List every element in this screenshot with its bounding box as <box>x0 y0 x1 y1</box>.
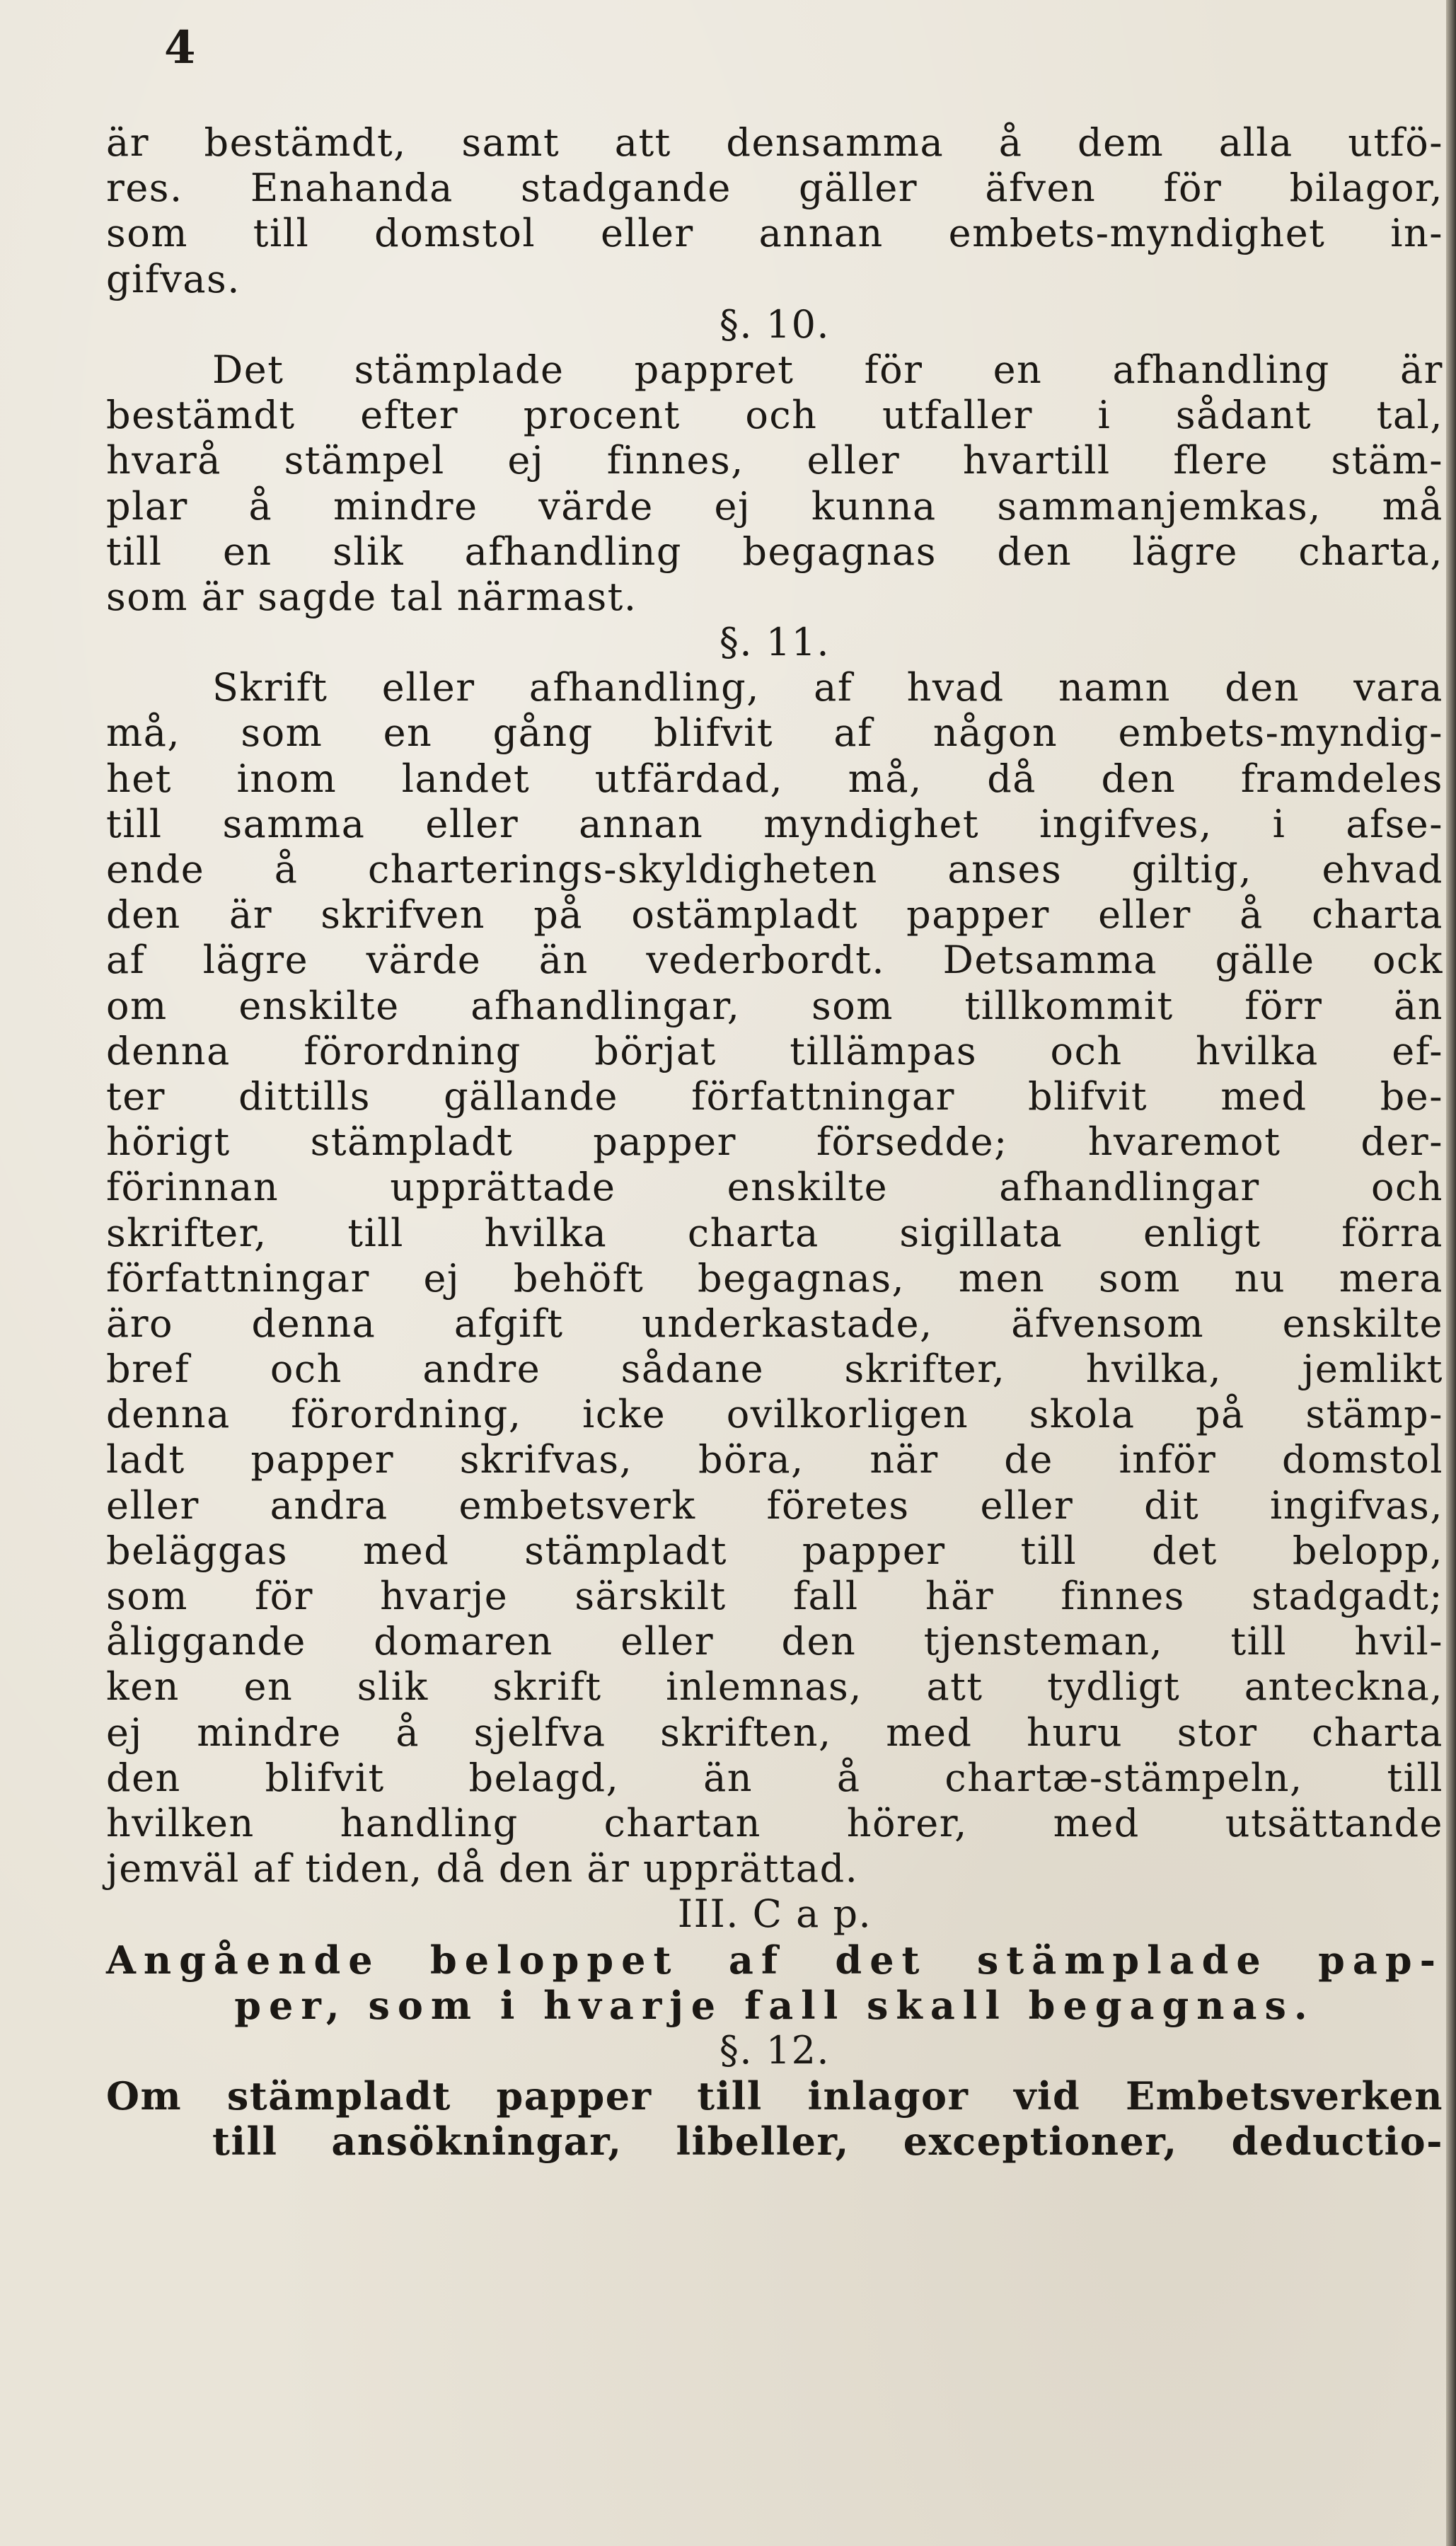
chapter-heading: III. C a p. <box>677 1891 872 1937</box>
page-number: 4 <box>164 21 196 74</box>
text-line: ter dittills gällande författningar blifvit med be- <box>106 1073 1443 1119</box>
text-line: som är sagde tal närmast. <box>106 574 637 619</box>
text-line: hvilken handling chartan hörer, med utsättande <box>106 1800 1443 1845</box>
text-line: eller andra embetsverk företes eller dit ingifvas, <box>106 1482 1443 1528</box>
text-line: denna förordning börjat tillämpas och hvilka ef- <box>106 1028 1443 1073</box>
section-heading-10: §. 10. <box>719 301 831 347</box>
text-line: Skrift eller afhandling, af hvad namn den vara <box>212 665 1443 710</box>
text-line: om enskilte afhandlingar, som tillkommit förr än <box>106 983 1443 1028</box>
section-12-title-line-1: Om stämpladt papper till inlagor vid Embetsverken <box>106 2073 1443 2119</box>
text-line: som för hvarje särskilt fall här finnes stadgadt; <box>106 1574 1443 1618</box>
chapter-title-line-2: per, som i hvarje fall skall begagnas. <box>234 1982 1315 2028</box>
text-line: författningar ej behöft begagnas, men som nu mera <box>106 1255 1443 1301</box>
text-line: Det stämplade pappret för en afhandling är <box>212 347 1443 392</box>
section-12-title-line-2: till ansökningar, libeller, exceptioner, deductio- <box>212 2119 1443 2165</box>
text-line: må, som en gång blifvit af någon embets-myndig- <box>106 710 1443 756</box>
text-line: hvarå stämpel ej finnes, eller hvartill flere stäm- <box>106 438 1443 483</box>
text-line: förinnan upprättade enskilte afhandlingar och <box>106 1165 1443 1210</box>
text-line: ken en slik skrift inlemnas, att tydligt anteckna, <box>106 1664 1443 1710</box>
text-line: till samma eller annan myndighet ingifves, i afse- <box>106 801 1443 846</box>
text-line: som till domstol eller annan embets-myndighet in- <box>106 211 1443 256</box>
text-line: af lägre värde än vederbordt. Detsamma gälle ock <box>106 938 1443 983</box>
text-line: den blifvit belagd, än å chartæ-stämpeln, till <box>106 1755 1443 1800</box>
chapter-title-line-1: Angående beloppet af det stämplade pap- <box>106 1937 1443 1983</box>
text-line: ende å charterings-skyldigheten anses giltig, ehvad <box>106 847 1443 892</box>
body-text <box>106 120 1443 2164</box>
text-line: till en slik afhandling begagnas den lägre charta, <box>106 529 1443 574</box>
text-line: åliggande domaren eller den tjensteman, till hvil- <box>106 1619 1443 1664</box>
text-line: den är skrifven på ostämpladt papper eller å charta <box>106 892 1443 938</box>
text-line: hörigt stämpladt papper försedde; hvaremot der- <box>106 1119 1443 1165</box>
text-line: skrifter, till hvilka charta sigillata enligt förra <box>106 1210 1443 1255</box>
text-line: beläggas med stämpladt papper till det belopp, <box>106 1528 1443 1573</box>
text-line: bestämdt efter procent och utfaller i sådant tal, <box>106 393 1443 438</box>
text-line: plar å mindre värde ej kunna sammanjemkas, må <box>106 483 1443 529</box>
text-line: bref och andre sådane skrifter, hvilka, jemlikt <box>106 1347 1443 1392</box>
text-line: är bestämdt, samt att densamma å dem alla utfö- <box>106 120 1443 165</box>
page-edge-shadow <box>1446 0 1456 2546</box>
text-line: jemväl af tiden, då den är upprättad. <box>106 1846 859 1891</box>
text-line: äro denna afgift underkastade, äfvensom enskilte <box>106 1301 1443 1346</box>
text-line: res. Enahanda stadgande gäller äfven för bilagor, <box>106 166 1443 211</box>
text-line: ladt papper skrifvas, böra, när de inför domstol <box>106 1437 1443 1482</box>
text-line: ej mindre å sjelfva skriften, med huru stor charta <box>106 1710 1443 1755</box>
text-line: het inom landet utfärdad, må, då den framdeles <box>106 756 1443 801</box>
section-heading-12: §. 12. <box>719 2027 831 2073</box>
text-line: denna förordning, icke ovilkorligen skola på stämp- <box>106 1392 1443 1437</box>
text-line: gifvas. <box>106 256 241 301</box>
section-heading-11: §. 11. <box>719 620 831 665</box>
